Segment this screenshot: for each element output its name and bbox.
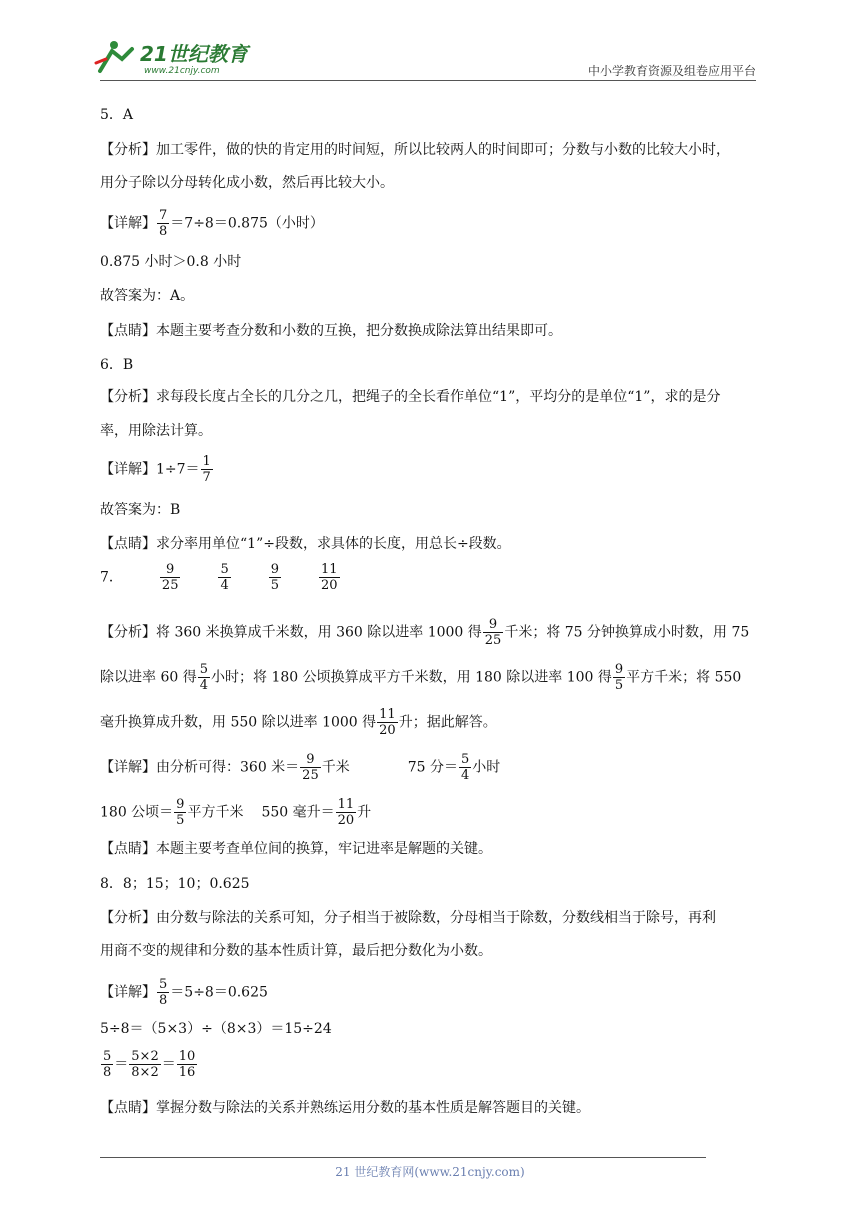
q7-analysis-2: 除以进率 60 得 $\frac{5}{4}$ 小时；将 180 公顷换算成平方千米数，用 180 除以进率 100 得 $\frac{9}{5}$ 平方千米；将 550 (100, 662, 742, 693)
q5-conclusion: 故答案为：A。 (100, 288, 195, 304)
q6-conclusion: 故答案为：B (100, 502, 181, 518)
q7-detail-1: 【详解】由分析可得：360 米＝ $\frac{9}{25}$ 千米 75 分＝ $\frac{5}{4}$ 小时 (100, 752, 501, 783)
q8-answer: 8．8；15；10；0.625 (100, 876, 250, 892)
q5-detail: 【详解】 $\frac{7}{8}$ ＝7÷8＝0.875（小时） (100, 208, 324, 239)
fraction: $\frac{9}{5}$ (176, 797, 185, 828)
fraction: $\frac{5}{4}$ (220, 562, 229, 593)
fraction: $\frac{5}{8}$ (103, 1049, 112, 1080)
fraction: $\frac{11}{20}$ (379, 707, 396, 738)
q7-detail-2: 180 公顷＝ $\frac{9}{5}$ 平方千米 550 毫升＝ $\frac{11}{20}$ 升 (100, 797, 372, 828)
site-logo (92, 33, 257, 79)
q7-analysis-3: 毫升换算成升数，用 550 除以进率 1000 得 $\frac{11}{20}$ 升；据此解答。 (100, 707, 497, 738)
q8-analysis-2: 用商不变的规律和分数的基本性质计算，最后把分数化为小数。 (100, 943, 492, 959)
fraction: $\frac{5}{4}$ (460, 752, 470, 783)
fraction: $\frac{11}{20}$ (321, 562, 338, 593)
logo-text: 21世纪教育 (140, 42, 248, 66)
footer-text: 21 世纪教育网(www.21cnjy.com) (335, 1165, 525, 1179)
fraction: $\frac{9}{5}$ (614, 662, 624, 693)
fraction: $\frac{11}{20}$ (337, 797, 355, 828)
q8-line2: 5÷8＝（5×3）÷（8×3）＝15÷24 (100, 1021, 332, 1037)
fraction: $\frac{10}{16}$ (178, 1049, 196, 1080)
q5-line2: 0.875 小时＞0.8 小时 (100, 254, 242, 270)
fraction: $\frac{5}{4}$ (199, 662, 208, 693)
q5-analysis-1: 【分析】加工零件，做的快的肯定用的时间短，所以比较两人的时间即可；分数与小数的比较大小时， (100, 142, 730, 158)
q6-answer: 6．B (100, 357, 134, 373)
footer-divider (100, 1157, 706, 1158)
q8-comment: 【点睛】掌握分数与除法的关系并熟练运用分数的基本性质是解答题目的关键。 (100, 1100, 590, 1116)
q5-answer: 5．A (100, 107, 134, 123)
q7-answers: 7． $\frac{9}{25}$ $\frac{5}{4}$ $\frac{9}{5}$ $\frac{11}{20}$ (100, 562, 338, 593)
header-divider (100, 80, 756, 81)
q8-fraction-chain: $\frac{5}{8}$ ＝ $\frac{5\times 2}{8\times 2}$ ＝ $\frac{10}{16}$ (103, 1049, 196, 1080)
q5-comment: 【点睛】本题主要考查分数和小数的互换，把分数换成除法算出结果即可。 (100, 323, 562, 339)
q8-analysis-1: 【分析】由分数与除法的关系可知，分子相当于被除数，分母相当于除数，分数线相当于除号，再利 (100, 910, 716, 926)
fraction: $\frac{9}{25}$ (484, 617, 502, 648)
q5-analysis-2: 用分子除以分母转化成小数，然后再比较大小。 (100, 175, 394, 191)
q7-analysis-1: 【分析】将 360 米换算成千米数，用 360 除以进率 1000 得 $\frac{9}{25}$ 千米；将 75 分钟换算成小时数，用 75 (100, 617, 750, 648)
detail-label: 【详解】 (100, 215, 156, 232)
q6-analysis-1: 【分析】求每段长度占全长的几分之几，把绳子的全长看作单位“1”，平均分的是单位“1”，求的是分 (100, 389, 721, 405)
fraction: $\frac{5\times 2}{8\times 2}$ (131, 1049, 159, 1080)
fraction: $\frac{9}{5}$ (270, 562, 280, 593)
fraction: $\frac{5}{8}$ (159, 977, 168, 1008)
fraction: $\frac{7}{8}$ (159, 208, 168, 239)
fraction: $\frac{9}{25}$ (302, 752, 319, 783)
q6-detail: 【详解】1÷7＝ $\frac{1}{7}$ (100, 454, 211, 485)
q7-comment: 【点睛】本题主要考查单位间的换算，牢记进率是解题的关键。 (100, 841, 492, 857)
platform-name: 中小学教育资源及组卷应用平台 (587, 64, 756, 78)
fraction: $\frac{1}{7}$ (202, 454, 211, 485)
fraction: $\frac{9}{25}$ (161, 562, 179, 593)
logo-url: www.21cnjy.com (144, 66, 220, 76)
q6-comment: 【点睛】求分率用单位“1”÷段数，求具体的长度，用总长÷段数。 (100, 536, 511, 552)
q8-detail: 【详解】 $\frac{5}{8}$ ＝5÷8＝0.625 (100, 977, 268, 1008)
q6-analysis-2: 率，用除法计算。 (100, 423, 212, 439)
